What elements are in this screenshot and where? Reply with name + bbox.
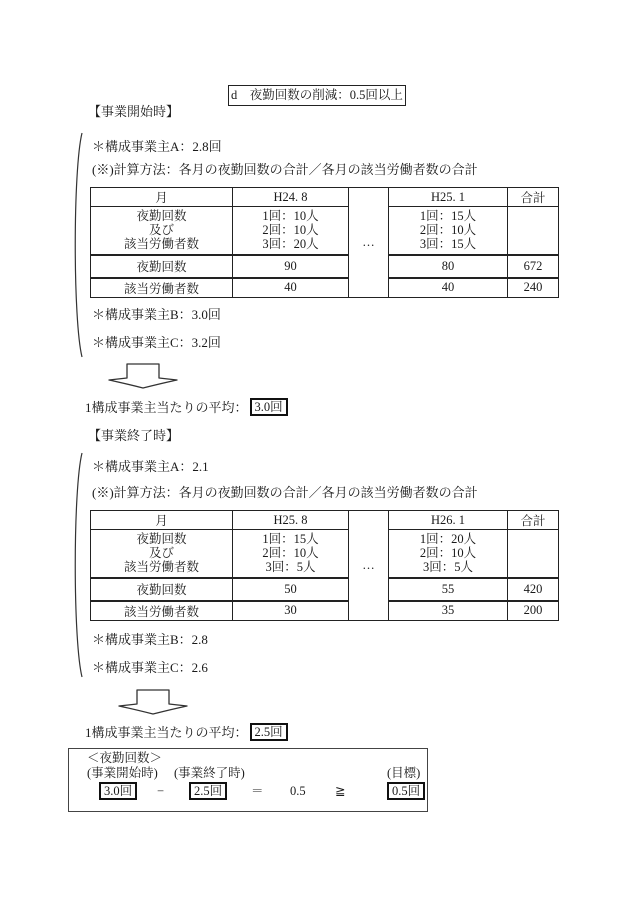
detail-label-cell — [91, 530, 233, 578]
detail-line: 1回：20人 — [419, 532, 477, 547]
detail-line: 1回：15人 — [419, 209, 477, 224]
calc-note-end: (※)計算方法：各月の夜勤回数の合計／各月の該当労働者数の合計 — [92, 485, 478, 500]
detail-line: 1回：15人 — [262, 532, 319, 547]
night-count-label: 夜勤回数 — [91, 578, 233, 601]
summary-title: ＜夜勤回数＞ — [87, 751, 163, 765]
night-count-first: 50 — [233, 578, 349, 601]
heading-business-start: 【事業開始時】 — [88, 104, 180, 119]
detail-label-line: 夜勤回数 — [136, 532, 187, 547]
employer-c-start: ＊構成事業主C：3.2回 — [92, 335, 221, 350]
employer-b-end: ＊構成事業主B：2.8 — [92, 632, 208, 647]
detail-label-line: 夜勤回数 — [136, 209, 187, 224]
down-arrow-icon — [117, 689, 189, 715]
minus-operator: − — [157, 784, 165, 798]
detail-line: 3回：5人 — [422, 560, 473, 575]
detail-label-line: 該当労働者数 — [123, 237, 199, 252]
night-count-last: 55 — [389, 578, 508, 601]
summary-result: 0.5 — [290, 784, 306, 798]
section-title-box: d 夜勤回数の削減：0.5回以上 — [228, 85, 406, 106]
employer-a-start: ＊構成事業主A：2.8回 — [92, 139, 222, 154]
detail-last-cell — [389, 207, 508, 255]
summary-label-start: (事業開始時) — [87, 766, 158, 780]
th-first-month: H25. 8 — [233, 511, 349, 530]
worker-count-first: 30 — [233, 601, 349, 621]
average-label: 1構成事業主当たりの平均： — [85, 725, 248, 740]
detail-label-line: 及び — [148, 223, 174, 238]
detail-line: 2回：10人 — [419, 223, 477, 238]
worker-count-last: 40 — [389, 278, 508, 298]
average-row-end — [85, 722, 288, 741]
employer-b-start: ＊構成事業主B：3.0回 — [92, 307, 221, 322]
average-value-box: 3.0回 — [250, 398, 288, 416]
detail-first-cell — [233, 207, 349, 255]
detail-line: 3回：15人 — [419, 237, 477, 252]
detail-line: 2回：10人 — [419, 546, 477, 561]
ellipsis-cell: … — [349, 511, 389, 621]
summary-label-goal: (目標) — [387, 766, 421, 780]
summary-label-end: (事業終了時) — [174, 766, 245, 780]
detail-first-cell — [233, 530, 349, 578]
detail-line: 1回：10人 — [262, 209, 319, 224]
employer-a-end: ＊構成事業主A：2.1 — [92, 459, 209, 474]
average-label: 1構成事業主当たりの平均： — [85, 400, 248, 415]
table-end — [90, 510, 559, 621]
equals-operator: ＝ — [251, 784, 264, 798]
th-first-month: H24. 8 — [233, 188, 349, 207]
down-arrow-icon — [107, 363, 179, 389]
detail-label-cell — [91, 207, 233, 255]
summary-box — [68, 748, 428, 812]
employer-c-end: ＊構成事業主C：2.6 — [92, 660, 208, 675]
detail-line: 3回：20人 — [262, 237, 319, 252]
th-total: 合計 — [508, 511, 559, 530]
summary-value-end-box: 2.5回 — [189, 782, 227, 800]
th-last-month: H25. 1 — [389, 188, 508, 207]
detail-line: 3回：5人 — [265, 560, 316, 575]
worker-count-last: 35 — [389, 601, 508, 621]
detail-label-line: 及び — [148, 546, 174, 561]
worker-count-first: 40 — [233, 278, 349, 298]
night-count-first: 90 — [233, 255, 349, 278]
th-last-month: H26. 1 — [389, 511, 508, 530]
heading-business-end: 【事業終了時】 — [88, 428, 180, 443]
table-start — [90, 187, 559, 298]
detail-last-cell — [389, 530, 508, 578]
night-count-last: 80 — [389, 255, 508, 278]
detail-total-cell — [508, 530, 559, 578]
detail-label-line: 該当労働者数 — [123, 560, 199, 575]
calc-note-start: (※)計算方法：各月の夜勤回数の合計／各月の該当労働者数の合計 — [92, 162, 478, 177]
left-brace-icon — [70, 452, 84, 678]
detail-line: 2回：10人 — [262, 223, 319, 238]
ellipsis-cell: … — [349, 188, 389, 298]
night-count-total: 672 — [508, 255, 559, 278]
worker-count-label: 該当労働者数 — [91, 601, 233, 621]
average-row-start — [85, 397, 288, 416]
worker-count-total: 200 — [508, 601, 559, 621]
detail-total-cell — [508, 207, 559, 255]
th-month: 月 — [91, 511, 233, 530]
worker-count-total: 240 — [508, 278, 559, 298]
summary-value-goal-box: 0.5回 — [387, 782, 425, 800]
th-total: 合計 — [508, 188, 559, 207]
worker-count-label: 該当労働者数 — [91, 278, 233, 298]
average-value-box: 2.5回 — [250, 723, 288, 741]
left-brace-icon — [70, 132, 84, 358]
gte-operator: ≧ — [335, 784, 346, 798]
night-count-label: 夜勤回数 — [91, 255, 233, 278]
summary-value-start-box: 3.0回 — [99, 782, 137, 800]
night-count-total: 420 — [508, 578, 559, 601]
detail-line: 2回：10人 — [262, 546, 319, 561]
th-month: 月 — [91, 188, 233, 207]
